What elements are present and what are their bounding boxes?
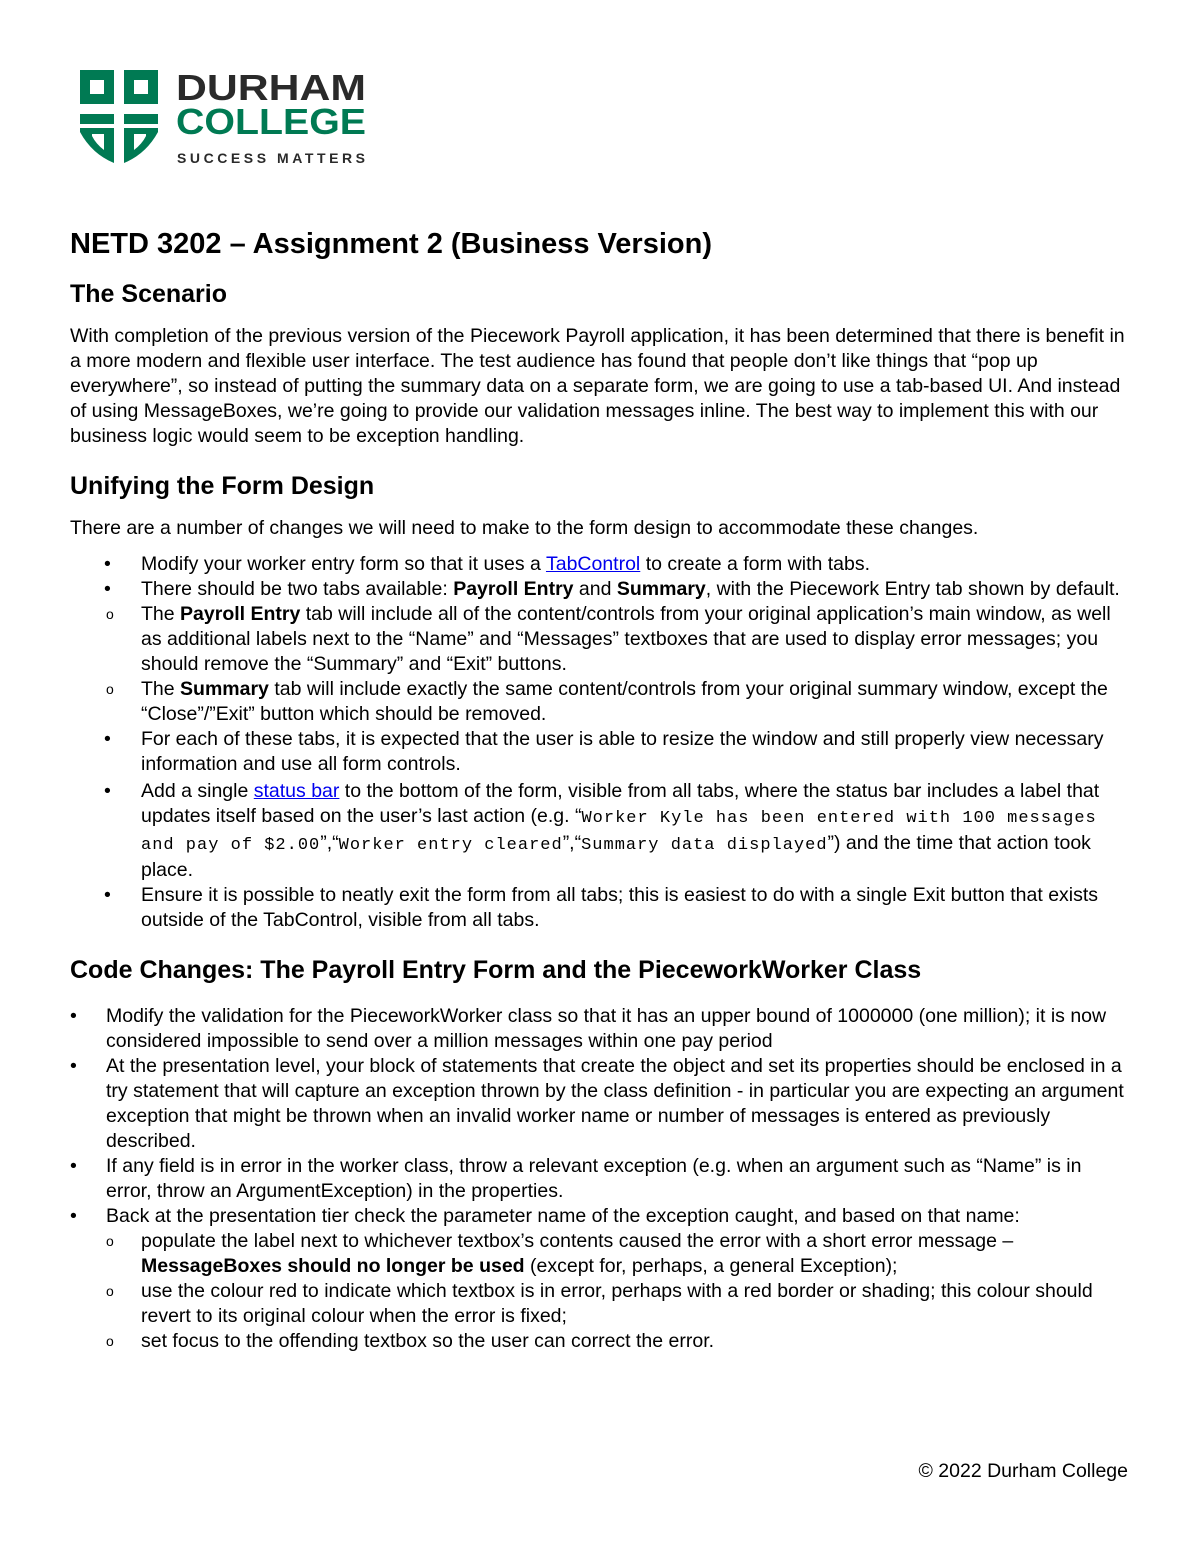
logo-tagline: SUCCESS MATTERS — [177, 150, 365, 166]
bullet-icon: • — [70, 1205, 77, 1227]
list-item: • For each of these tabs, it is expected that the user is able to resize the window and still properly view necessary information and use all form controls. — [104, 728, 1104, 775]
bullet-icon: • — [70, 1155, 77, 1177]
logo-durham: DURHAM — [176, 70, 366, 108]
list-item: • If any field is in error in the worker class, throw a relevant exception (e.g. when an argument such as “Name” is in error, throw an ArgumentException) in the properties. — [70, 1155, 1082, 1202]
document-content — [70, 226, 1132, 1354]
copyright-footer: © 2022 Durham College — [918, 1460, 1128, 1482]
scenario-heading: The Scenario — [70, 280, 227, 308]
sub-bullet-icon: o — [106, 1333, 114, 1349]
list-item: • Add a single status bar to the bottom of the form, visible from all tabs, where the status bar includes a label that updates itself based on the user’s last action (e.g. “Worker Kyle has been entered with 100 messages and pay of $2.00”,“Worker entry cleared”,“Summary data displayed”) and the time that action took place. — [104, 780, 1100, 881]
status-bar-link[interactable]: status bar — [253, 780, 340, 802]
section-unifying-form-design — [70, 470, 1132, 933]
bullet-icon: • — [70, 1055, 77, 1077]
section-code-changes — [70, 954, 1132, 1354]
sub-bullet-icon: o — [106, 1283, 114, 1299]
unifying-intro: There are a number of changes we will need to make to the form design to accommodate these changes. — [70, 517, 979, 539]
sub-list-item: o The Summary tab will include exactly the same content/controls from your original summary window, except the “Close”/”Exit” button which should be removed. — [106, 678, 1108, 725]
bullet-icon: • — [104, 884, 111, 906]
sub-list-item: o populate the label next to whichever textbox’s contents caused the error with a short error message – MessageBoxes should no longer be used (except for, perhaps, a general Exception); — [106, 1230, 1014, 1277]
code-changes-bullet-list — [70, 1004, 1132, 1354]
unifying-heading: Unifying the Form Design — [70, 472, 375, 500]
sub-bullet-icon: o — [106, 681, 114, 697]
sub-list-item: o set focus to the offending textbox so the user can correct the error. — [106, 1330, 715, 1352]
sub-list — [106, 1229, 1132, 1354]
sub-list — [106, 602, 1132, 727]
list-item: • Ensure it is possible to neatly exit the form from all tabs; this is easiest to do with a single Exit button that exists outside of the TabControl, visible from all tabs. — [104, 884, 1099, 931]
document-title: NETD 3202 – Assignment 2 (Business Version) — [70, 228, 712, 260]
code-changes-heading: Code Changes: The Payroll Entry Form and the PieceworkWorker Class — [70, 956, 922, 984]
bullet-icon: • — [104, 578, 111, 600]
bullet-icon: • — [104, 728, 111, 750]
tabcontrol-link[interactable]: TabControl — [545, 553, 641, 575]
sub-list-item: o The Payroll Entry tab will include all of the content/controls from your original application’s main window, as well as additional labels next to the “Name” and “Messages” textboxes that are used to display error messages; you should remove the “Summary” and “Exit” buttons. — [106, 603, 1111, 675]
sub-list-item: o use the colour red to indicate which textbox is in error, perhaps with a red border or shading; this colour should revert to its original colour when the error is fixed; — [106, 1280, 1093, 1327]
list-item: • There should be two tabs available: Payroll Entry and Summary, with the Piecework Entry tab shown by default. o The Payroll Entry tab will include all of the content/controls from your original application’s main window, as well as additional labels next to the “Name” and “Messages” textboxes that are used to display error messages; you should remove the “Summary” and “Exit” buttons. o The Summary tab will include exactly the same content/controls from your original summary window, except the “Close”/”Exit” button which should be removed. — [70, 577, 1132, 727]
list-item: • At the presentation level, your block of statements that create the object and set its properties should be enclosed in a try statement that will capture an exception thrown by the class definition - in particular you are expecting an argument exception that might be thrown when an invalid worker name or number of messages is entered as previously described. — [70, 1055, 1124, 1152]
bullet-icon: • — [104, 553, 111, 575]
logo-college: COLLEGE — [176, 101, 366, 142]
sub-bullet-icon: o — [106, 1233, 114, 1249]
sub-bullet-icon: o — [106, 606, 114, 622]
list-item: • Modify the validation for the PieceworkWorker class so that it has an upper bound of 1000000 (one million); it is now considered impossible to send over a million messages within one pay period — [70, 1005, 1107, 1052]
durham-college-logo — [80, 70, 370, 170]
list-item: • Modify your worker entry form so that it uses a TabControl to create a form with tabs. — [104, 553, 871, 575]
unifying-bullet-list — [70, 552, 1132, 933]
bullet-icon: • — [104, 780, 111, 802]
section-scenario — [70, 278, 1132, 449]
list-item: • Back at the presentation tier check the parameter name of the exception caught, and based on that name: o populate the label next to whichever textbox’s contents caused the error with a short error message – MessageBoxes should no longer be used (except for, perhaps, a general Exception); o use the colour red to indicate which textbox is in error, perhaps with a red border or shading; this colour should revert to its original colour when the error is fixed; o set focus to the offending textbox so the user can correct the error. — [70, 1204, 1132, 1354]
bullet-icon: • — [70, 1005, 77, 1027]
scenario-paragraph: With completion of the previous version of the Piecework Payroll application, it has been determined that there is benefit in a more modern and flexible user interface. The test audience has found that people don’t like things that “pop up everywhere”, so instead of putting the summary data on a separate form, we are going to use a tab-based UI. And instead of using MessageBoxes, we’re going to provide our validation messages inline. The best way to implement this with our business logic would seem to be exception handling. — [70, 325, 1125, 447]
